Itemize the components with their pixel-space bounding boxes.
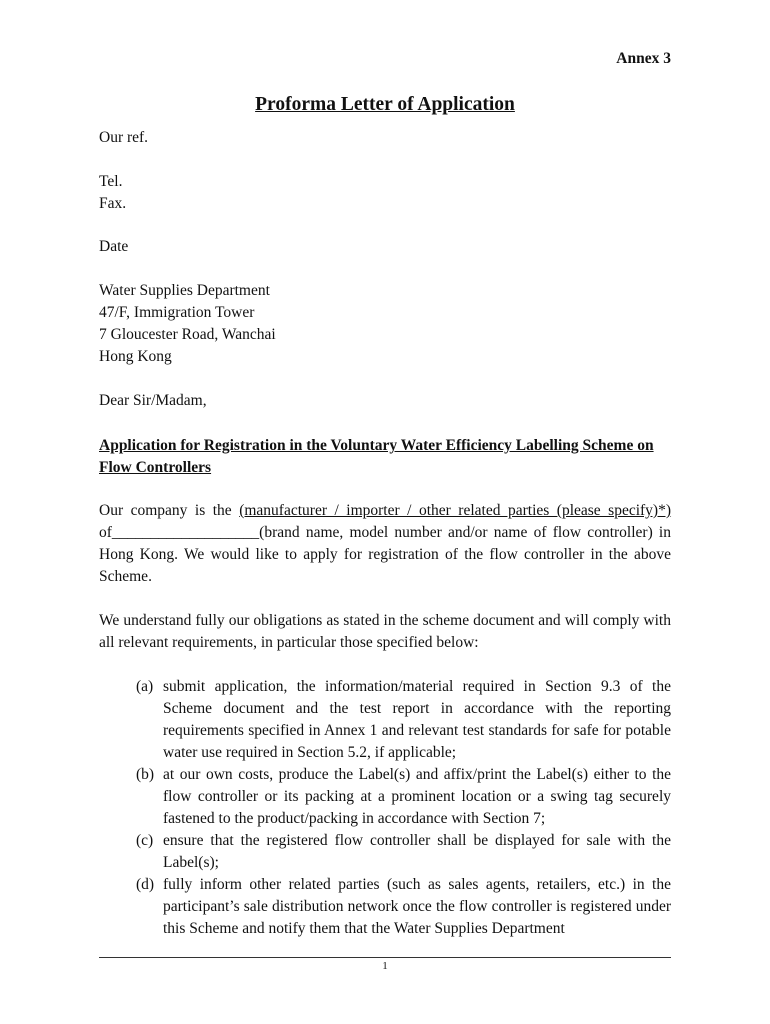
address-line: 47/F, Immigration Tower (99, 304, 255, 321)
list-item-text: at our own costs, produce the Label(s) and affix/print the Label(s) either to the flow controller or its packing at a prominent location or a swing tag securely fastened to the product/packing in accordance with Section 7; (163, 766, 671, 827)
address-line: Hong Kong (99, 348, 172, 365)
paragraph-company (99, 500, 671, 588)
list-item (99, 764, 671, 830)
paragraph-obligations: We understand fully our obligations as stated in the scheme document and will comply with all relevant requirements, in particular those specified below: (99, 612, 671, 651)
list-item (99, 874, 671, 940)
list-item-marker: (a) (136, 678, 154, 695)
list-item-text: submit application, the information/material required in Section 9.3 of the Scheme document and the test report in accordance with the reporting requirements specified in Annex 1 and relevant test standards for safe for potable water use required in Section 5.2, if applicable; (163, 678, 671, 761)
fax-line: Fax. (99, 195, 127, 212)
obligations-list (99, 676, 671, 940)
annex-label: Annex 3 (616, 50, 671, 67)
list-item (99, 676, 671, 764)
list-item-text: ensure that the registered flow controller shall be displayed for sale with the Label(s); (163, 832, 671, 871)
paragraph-company-start: Our company is the (99, 502, 240, 519)
address-line: 7 Gloucester Road, Wanchai (99, 326, 276, 343)
page-title: Proforma Letter of Application (255, 94, 515, 115)
our-ref-line: Our ref. (99, 129, 149, 146)
list-item-text: fully inform other related parties (such as sales agents, retailers, etc.) in the participant’s sale distribution network once the flow controller is registered under this Scheme and notify them that the Water Supplies Department (163, 876, 671, 937)
tel-line: Tel. (99, 173, 123, 190)
list-item-marker: (d) (136, 876, 155, 893)
subject-heading: Application for Registration in the Voluntary Water Efficiency Labelling Scheme on Flow Controllers (99, 437, 654, 476)
paragraph-company-end: of___________________(brand name, model number and/or name of flow controller) in Hong Kong. We would like to apply for registration of the flow controller in the above Scheme. (99, 524, 671, 585)
date-line: Date (99, 238, 129, 255)
list-item-marker: (b) (136, 766, 155, 783)
salutation: Dear Sir/Madam, (99, 392, 207, 409)
party-type-options: (manufacturer / importer / other related parties (please specify)*) (239, 502, 672, 519)
page-number: 1 (382, 960, 388, 972)
address-line: Water Supplies Department (99, 282, 270, 299)
footer-divider (99, 957, 671, 958)
list-item (99, 830, 671, 874)
list-item-marker: (c) (136, 832, 154, 849)
